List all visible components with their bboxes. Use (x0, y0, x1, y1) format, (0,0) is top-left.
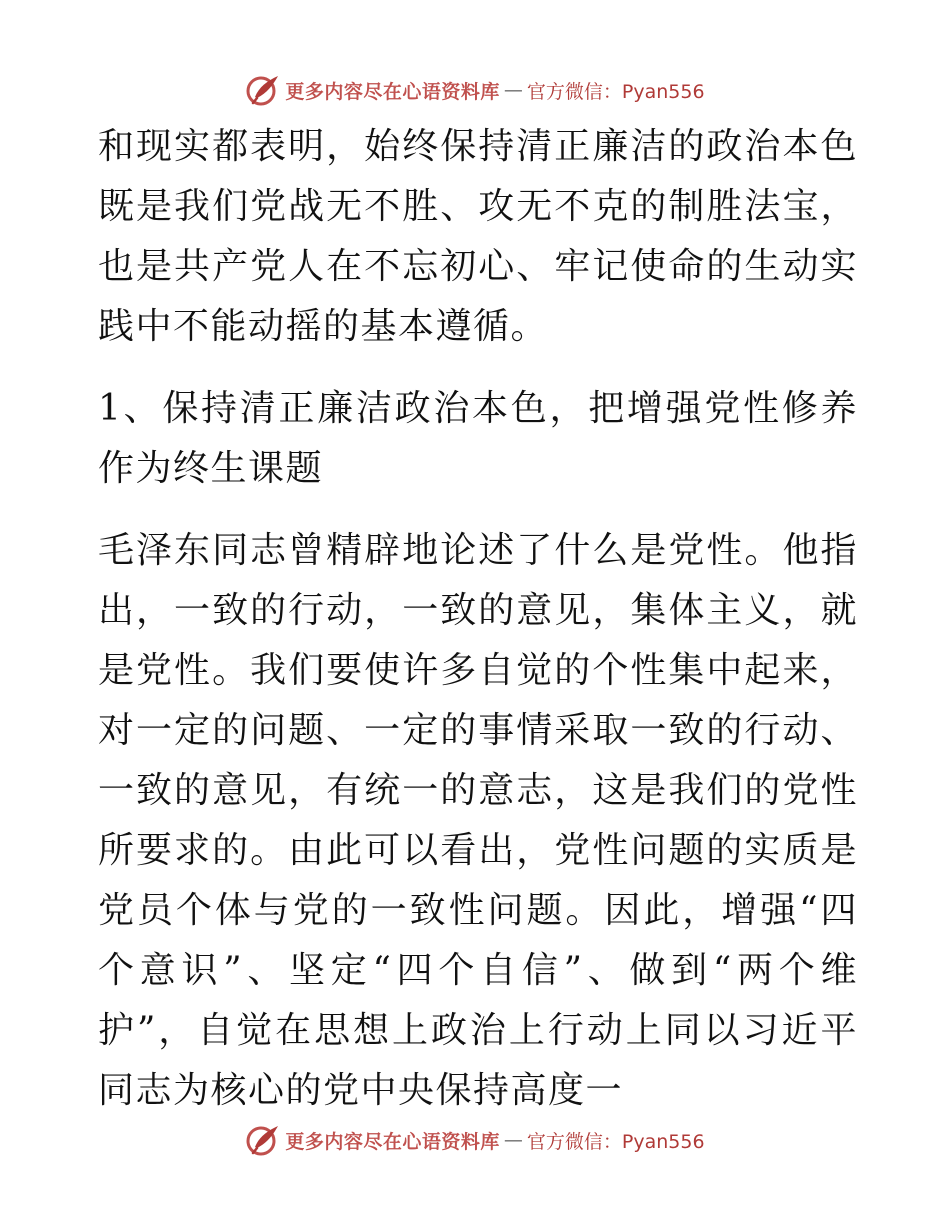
watermark-brand-text: 更多内容尽在心语资料库 (285, 80, 500, 103)
watermark-wechat-text: 官方微信：Pyan556 (526, 1130, 705, 1153)
body-paragraph-1: 和现实都表明，始终保持清正廉洁的政治本色既是我们党战无不胜、攻无不克的制胜法宝，也是共产党人在不忘初心、牢记使命的生动实践中不能动摇的基本遵循。 (98, 126, 858, 347)
body-paragraph-2: 毛泽东同志曾精辟地论述了什么是党性。他指出，一致的行动，一致的意见，集体主义，就是党性。我们要使许多自觉的个性集中起来，对一定的问题、一定的事情采取一致的行动、一致的意见，有统一的意志，这是我们的党性所要求的。由此可以看出，党性问题的实质是党员个体与党的一致性问题。因此，增强“四个意识”、坚定“四个自信”、做到“两个维护”，自觉在思想上政治上行动上同以习近平同志为核心的党中央保持高度一 (98, 530, 858, 1111)
header-watermark (0, 72, 950, 108)
quill-logo-icon (245, 1123, 281, 1157)
section-heading: 1、保持清正廉洁政治本色，把增强党性修养作为终生课题 (98, 388, 858, 489)
footer-watermark (0, 1122, 950, 1158)
watermark-separator: — (503, 1129, 523, 1151)
document-body (98, 117, 858, 1121)
watermark-separator: — (503, 79, 523, 101)
watermark-wechat-text: 官方微信：Pyan556 (526, 80, 705, 103)
quill-logo-icon (245, 73, 281, 107)
watermark-brand-text: 更多内容尽在心语资料库 (285, 1130, 500, 1153)
